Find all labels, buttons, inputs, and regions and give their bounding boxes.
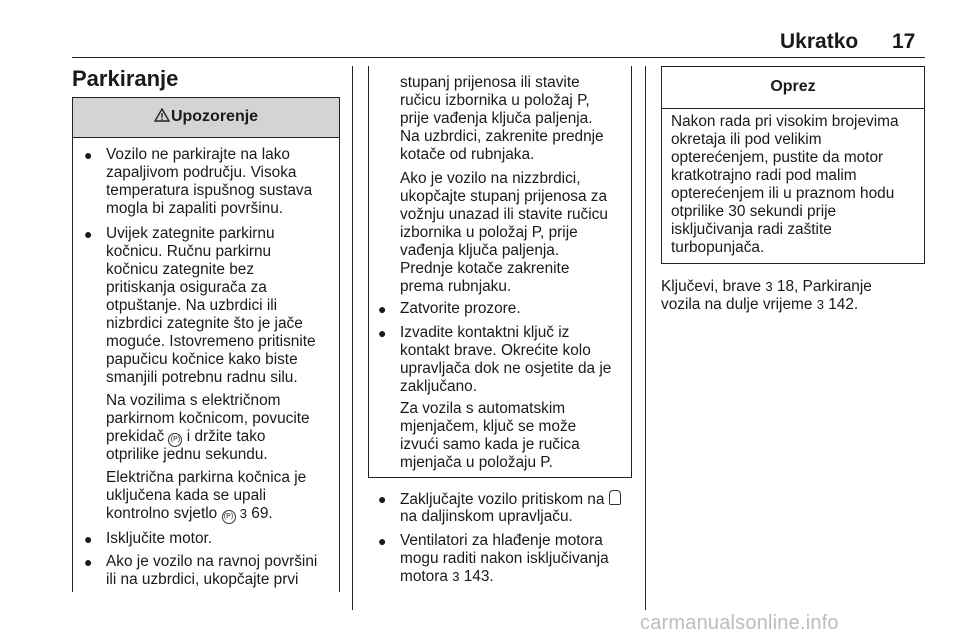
fans-line xyxy=(400,568,494,587)
caution-box-header: Oprez xyxy=(662,67,924,109)
watermark-text: carmanualsonline.info xyxy=(640,612,839,634)
parking-brake-icon: (P) xyxy=(168,433,182,447)
warning-bullet-2-line: kočnicu zategnite bez xyxy=(106,261,255,278)
warning-bullet-2-line: papučicu kočnice kako biste xyxy=(106,351,298,368)
electric-brake-line: otprilike jednu sekundu. xyxy=(106,446,268,463)
bullet-dot: ● xyxy=(378,533,387,549)
lock-key-icon xyxy=(609,490,621,505)
text-span: Zaključajte vozilo pritiskom na xyxy=(400,491,605,508)
cross-reference-line xyxy=(661,296,858,315)
electric-brake-line: parkirnom kočnicom, povucite xyxy=(106,410,310,427)
text-span: kontrolno svjetlo xyxy=(106,505,218,522)
automatic-line: izvući samo kada je ručica xyxy=(400,436,580,453)
page-ref-link[interactable]: 18, Parkiranje xyxy=(776,278,872,295)
downhill-line: Ako je vozilo na nizzbrdici, xyxy=(400,170,581,187)
text-span: Ključevi, brave xyxy=(661,278,762,295)
warning-heading: Upozorenje xyxy=(170,108,259,125)
indicator-line: uključena kada se upali xyxy=(106,487,267,504)
warning-bullet-3: Isključite motor. xyxy=(106,530,213,547)
caution-line: kratkotrajno radi pod malim xyxy=(671,167,857,184)
page-ref-link[interactable]: 69. xyxy=(251,505,273,522)
downhill-line: vožnju unazad ili stavite ručicu xyxy=(400,206,608,223)
page-ref-link[interactable]: 143. xyxy=(463,568,494,585)
caution-line: okretaja ili pod velikim xyxy=(671,131,822,148)
bullet-dot: ● xyxy=(84,554,93,570)
page-ref-arrow-icon: 3 xyxy=(765,279,773,294)
warning-bullet-1-line: mogla bi zapaliti površinu. xyxy=(106,200,284,217)
warning-bullet-1-line: Vozilo ne parkirajte na lako xyxy=(106,146,290,163)
downhill-line: Prednje kotače zakrenite xyxy=(400,260,570,277)
warning-bullet-2-line: kočnicu. Ručnu parkirnu xyxy=(106,243,272,260)
caution-line: otprilike 30 sekundi prije xyxy=(671,203,837,220)
downhill-line: vađenja ključa paljenja. xyxy=(400,242,560,259)
caution-line: opterećenjem, pustite da motor xyxy=(671,149,884,166)
indicator-line: Električna parkirna kočnica je xyxy=(106,469,307,486)
electric-brake-line xyxy=(106,428,265,447)
close-windows-bullet: Zatvorite prozore. xyxy=(400,300,521,317)
parking-brake-icon: (P) xyxy=(222,510,236,524)
fans-line: mogu raditi nakon isključivanja xyxy=(400,550,609,567)
page-ref-arrow-icon: 3 xyxy=(452,569,460,584)
indicator-line xyxy=(106,505,273,524)
bullet-dot: ● xyxy=(378,491,387,507)
bullet-dot: ● xyxy=(84,147,93,163)
lock-vehicle-line: na daljinskom upravljaču. xyxy=(400,508,573,525)
downhill-line: ukopčajte stupanj prijenosa za xyxy=(400,188,608,205)
text-span: motora xyxy=(400,568,448,585)
warning-bullet-4-line: ili na uzbrdici, ukopčajte prvi xyxy=(106,571,299,588)
continued-line: Na uzbrdici, zakrenite prednje xyxy=(400,128,604,145)
warning-bullet-2-line: moguće. Istovremeno pritisnite xyxy=(106,333,316,350)
automatic-line: mjenjačem, ključ se može xyxy=(400,418,577,435)
caution-line: Nakon rada pri visokim brojevima xyxy=(671,113,899,130)
warning-bullet-2-line: smanjili potrebnu radnu silu. xyxy=(106,369,298,386)
text-span: prekidač xyxy=(106,428,165,445)
cross-reference-line xyxy=(661,278,872,297)
remove-key-line: upravljača dok ne osjetite da je xyxy=(400,360,612,377)
warning-box-header xyxy=(73,98,339,138)
page-ref-link[interactable]: 142. xyxy=(828,296,859,313)
continued-line: stupanj prijenosa ili stavite xyxy=(400,74,580,91)
warning-triangle-icon xyxy=(154,108,170,122)
section-heading: Parkiranje xyxy=(72,66,179,91)
header-rule xyxy=(72,57,925,58)
warning-bullet-1-line: zapaljivom području. Visoka xyxy=(106,164,297,181)
downhill-line: prema rubnjaku. xyxy=(400,278,512,295)
fans-line: Ventilatori za hlađenje motora xyxy=(400,532,603,549)
bullet-dot: ● xyxy=(84,531,93,547)
caution-line: isključivanja radi zaštite xyxy=(671,221,832,238)
page-ref-arrow-icon: 3 xyxy=(816,297,824,312)
bullet-dot: ● xyxy=(378,301,387,317)
page-ref-arrow-icon: 3 xyxy=(239,506,248,521)
page-number: 17 xyxy=(892,30,916,53)
bullet-dot: ● xyxy=(378,325,387,341)
warning-bullet-4-line: Ako je vozilo na ravnoj površini xyxy=(106,553,318,570)
electric-brake-line: Na vozilima s električnom xyxy=(106,392,281,409)
remove-key-line: kontakt brave. Okrećite kolo xyxy=(400,342,591,359)
caution-line: turbopunjača. xyxy=(671,239,765,256)
warning-bullet-2-line: nizbrdici zategnite što je jače xyxy=(106,315,303,332)
page-header-title: Ukratko xyxy=(780,30,859,53)
column-divider xyxy=(645,66,646,610)
warning-bullet-1-line: temperatura ispušnog sustava xyxy=(106,182,313,199)
downhill-line: izbornika u položaj P, prije xyxy=(400,224,578,241)
text-span: vozila na dulje vrijeme xyxy=(661,296,813,313)
lock-vehicle-line xyxy=(400,490,621,510)
continued-line: kotače od rubnjaka. xyxy=(400,146,535,163)
continued-line: prije vađenja ključa paljenja. xyxy=(400,110,593,127)
remove-key-line: zaključano. xyxy=(400,378,477,395)
caution-line: opterećenjem ili u praznom hodu xyxy=(671,185,895,202)
automatic-line: mjenjača u položaju P. xyxy=(400,454,553,471)
remove-key-line: Izvadite kontaktni ključ iz xyxy=(400,324,570,341)
warning-bullet-2-line: otpuštanje. Na uzbrdici ili xyxy=(106,297,278,314)
warning-bullet-2-line: Uvijek zategnite parkirnu xyxy=(106,225,275,242)
automatic-line: Za vozila s automatskim xyxy=(400,400,566,417)
continued-line: ručicu izbornika u položaj P, xyxy=(400,92,590,109)
text-span: i držite tako xyxy=(186,428,266,445)
column-divider xyxy=(352,66,353,610)
bullet-dot: ● xyxy=(84,226,93,242)
warning-bullet-2-line: pritiskanja osigurača za xyxy=(106,279,267,296)
